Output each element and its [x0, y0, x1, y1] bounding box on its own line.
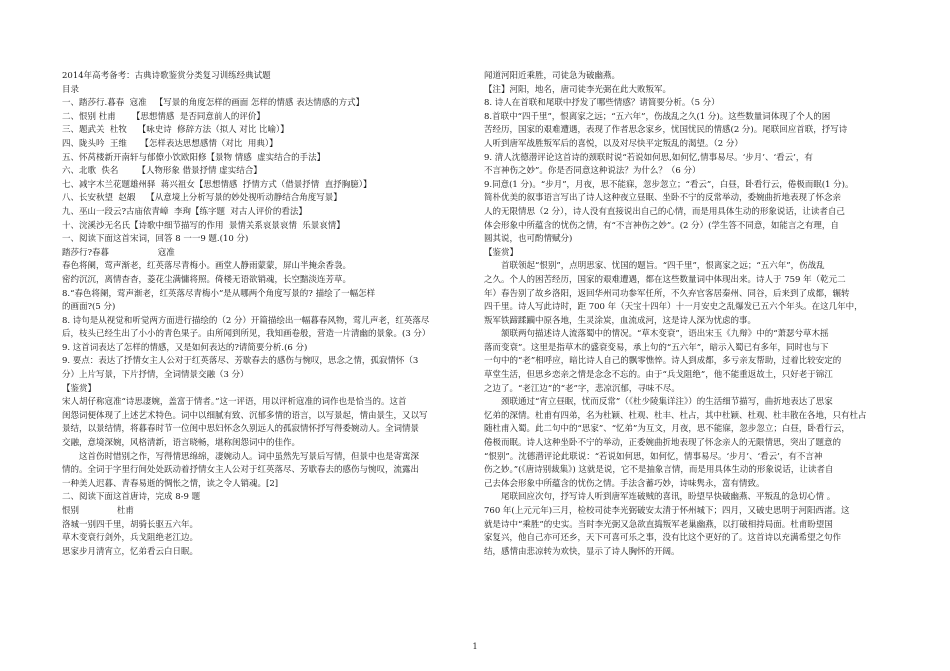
- text-line: 草木变衰行剑外，兵戈阻绝老江边。: [62, 533, 199, 544]
- text-line: 颔联两句描述诗人流落蜀中的情况。“草木变衰”，语出宋玉《九辩》中的“萧瑟兮草木摇: [501, 329, 829, 340]
- text-line: 五、怀莴楼新开南轩与郁僚小饮欧阳修【景物 情感 虚实结合的手法】: [62, 152, 326, 163]
- text-line: 体会形象中所蕴含的忧伤之情，有“不言神伤之妙”。(2 分）(学生答不同意，如能言之有理，自: [484, 220, 839, 231]
- text-line: 景结，以景结情，将暮春时节一位闺中思妇怀念久别远人的孤寂情怀抒写得委婉动人。全词情景: [62, 424, 420, 435]
- text-line: 四、陇头吟 王维 【怎样表达思想感情（对比 用典）】: [62, 138, 278, 149]
- text-line: 后，枝头已经生出了小小的青色果子。由所闻到所见，我知画卷般，营造一片清幽的景象。(3 分）: [62, 329, 431, 340]
- text-line: 之边了。“老江边”的“老”字，悲凉沉郁，寻味不尽。: [484, 383, 680, 394]
- text-line: 结，感情由悲凉转为欢快，显示了诗人胸怀的开阔。: [484, 546, 680, 557]
- text-line: 这首伤时惜别之作，写得情思绵绵，凄婉动人。词中虽然先写景后写情，但景中也是寄寓深: [79, 451, 420, 462]
- text-line: “恨别”。沈德潜评论此联说：“若说如何思，如何忆，情事易尽。‘步月’、‘看云’，有不言神: [484, 451, 823, 462]
- text-line: 一、踏莎行.暮春 寇准 【写景的角度怎样的画面 怎样的情感 表达情感的方式】: [62, 98, 365, 109]
- text-line: 叛军铁蹄蹂躏中原各地，生灵涂炭，血流成河，这是诗人深为忧虑的事。: [484, 315, 757, 326]
- text-line: 【注】河阳，地名，唐司徒李光弼在此大败叛军。: [484, 84, 672, 95]
- text-line: 分）上片写景，下片抒情，全词情景交融（3 分）: [62, 370, 249, 381]
- text-line: 洛城一别四千里，胡骑长驱五六年。: [62, 519, 199, 530]
- text-line: 8. 诗人在首联和尾联中抒发了哪些情感？请简要分析。（5 分）: [484, 98, 720, 109]
- text-line: 己去体会形象中所蕴含的忧伤之情。手法含蓄巧妙，诗味隽永，富有情致。: [484, 478, 765, 489]
- text-line: 伤之妙。”(《唐诗别裁集》) 这就是说，它不是抽象言情，而是用具体生动的形象说话，让读者自: [484, 465, 834, 476]
- text-line: 9. 要点：表达了抒情女主人公对于红英落尽、芳歇春去的感伤与惋叹，思念之情，孤寂情怀（3: [62, 356, 419, 367]
- text-line: 一、阅读下面这首宋词，回答 8 一一9 题.(10 分): [62, 234, 249, 245]
- text-line: 目录: [62, 84, 80, 95]
- text-line: 就是诗中“乘胜”的史实。当时李光弼又急欲直捣叛军老巢幽燕，以打破相持局面。杜甫盼望国: [484, 519, 833, 530]
- page-number: 1: [472, 642, 478, 651]
- text-line: 落而变衰”。这里是指草木的盛衰变易，承上句的“五六年”，暗示入蜀已有多年，同时也与下: [484, 342, 829, 353]
- text-line: 9. 这首词表达了怎样的情感，又是如何表达的?请简要分析.(6 分): [62, 342, 308, 353]
- text-line: 十、浣溪沙无名氏【诗歌中细节描写的作用 景情关系哀景哀情 乐景哀情】: [62, 220, 345, 231]
- text-line: 七、减字木兰花题雄州驿 蒋兴祖女【思想情感 抒情方式（借景抒情 直抒胸臆）】: [62, 179, 372, 190]
- text-line: 交融，意境深婉，风格清新，语言晓畅，堪称闺怨词中的佳作。: [62, 438, 301, 449]
- text-line: 宋人胡仔称寇准“诗思凄婉，盖富于情者。”这一评语，用以评析寇准的词作也是恰当的。这首: [62, 397, 407, 408]
- text-line: 思家步月清宵立，忆弟看云白日眠。: [62, 546, 199, 557]
- text-line: 之久。个人的困苦经历，国家的艰难遭遇，都在这些数量词中体现出来。诗人于 759 年（乾元二: [484, 274, 846, 285]
- text-line: 踏莎行?春暮 寇准: [62, 247, 175, 258]
- text-line: 随杜甫入蜀。此二句中的“思家”、“忆弟”为互文，月夜，思不能寐，忽步忽立；白昼，卧看行云，: [484, 424, 850, 435]
- text-line: 八、长安秋望 赵嘏 【从意境上分析写景的妙处视听动静结合角度写景】: [62, 193, 342, 204]
- text-line: 倦极而眠。诗人这种坐卧不宁的举动，正委婉曲折地表现了怀念亲人的无限情思，突出了题意的: [484, 438, 842, 449]
- text-line: 2014年高考备考：古典诗歌鉴赏分类复习训练经典试题: [62, 71, 271, 81]
- text-line: 九、巫山一段云?古庙依青嶂 李珣【练字题 对古人评价的看法】: [62, 206, 307, 217]
- text-line: 草堂生活，但思乡恋亲之情是念念不忘的。由于“兵戈阻绝”，他不能重返故土，只好老于锦江: [484, 370, 833, 381]
- text-line: 年）春告别了故乡洛阳，返回华州司功参军任所，不久弃官客居秦州、同谷，后来到了成都，辗转: [484, 288, 850, 299]
- text-line: 【鉴赏】: [62, 383, 97, 394]
- text-line: 一种美人迟暮、青春易逝的惆怅之情，读之令人销魂。[2]: [62, 478, 279, 489]
- text-line: 四千里。诗人写此诗时，距 700 年（天宝十四年）十一月安史之乱爆发已五六个年头。在这几年中，: [484, 302, 863, 313]
- text-line: 密约沉沉，离情杳杳，菱花尘满慵将照。倚楼无语欲销魂，长空黯淡连芳草。: [62, 274, 352, 285]
- text-line: 三、题武关 杜牧 【咏史诗 修辞方法（拟人 对比 比喻）】: [62, 125, 289, 136]
- text-line: 苦经历，国家的艰难遭遇，表现了作者思念家乡，忧国忧民的情感(2 分)。尾联回应首联，抒写诗: [484, 125, 848, 136]
- text-line: 8.首联中“四千里”，恨离家之远；“五六年”，伤战乱之久(1 分)。这些数量词体现了个人的困: [484, 111, 831, 122]
- text-line: 春色将阑，莺声渐老，红英落尽青梅小。画堂人静雨蒙蒙，屏山半掩余香袅。: [62, 261, 352, 272]
- text-line: 情的。全词于字里行间处处跃动着抒情女主人公对于红英落尽、芳歇春去的感伤与惋叹，流露出: [62, 465, 420, 476]
- text-line: 颈联通过“宵立昼眠，忧而反常”（《杜少陵集详注》）的生活细节描写，曲折地表达了思家: [501, 397, 833, 408]
- text-line: 二、恨别 杜甫 【思想情感 是否同意前人的评价】: [62, 111, 265, 122]
- text-line: 760 年(上元元年)三月，检校司徒李光弼破安太清于怀州城下；四月，又破史思明于河阳西渚。这: [484, 506, 850, 516]
- text-line: 【鉴赏】: [484, 247, 519, 258]
- text-line: 人的无限情思（2 分），诗人没有直接说出自己的心情，而是用具体生动的形象说话，让读者自己: [484, 206, 845, 217]
- text-line: 忆弟的深情。杜甫有四弟，名为杜颖、杜观、杜丰、杜占，其中杜颖、杜观、杜丰散在各地，只有杜占: [484, 410, 867, 421]
- text-line: 圆其说，也可酌情赋分): [484, 234, 573, 245]
- text-line: 闺怨词便体现了上述艺术特色。词中以细腻有致、沉郁多情的语言，以写景起，情由景生，又以写: [62, 410, 428, 421]
- text-line: 不言神伤之妙”。你是否同意这种说法？为什么？（6 分）: [484, 166, 701, 177]
- text-line: 一句中的“老”相呼应，暗比诗人自己的飘零憔悴。诗人到成都，多亏亲友帮助，过着比较安定的: [484, 356, 842, 367]
- text-line: 首联领起“恨别”，点明思家、忧国的题旨。“四千里”，恨离家之远；“五六年”，伤战乱: [501, 261, 825, 272]
- text-line: 六、北歌 佚名 【人物形象 借景抒情 虚实结合】: [62, 166, 262, 177]
- text-line: 恨别 杜甫: [62, 506, 134, 516]
- left-column: [62, 70, 460, 559]
- text-line: 的画面?(5 分): [62, 302, 116, 313]
- text-line: 9. 清人沈德潜评论这首诗的颈联时说“若说如何思,如何忆,情事易尽。‘步月’、‘看云’，有: [484, 152, 813, 163]
- text-line: 简朴优美的叙事语言写出了诗人这种夜立昼眠、坐卧不宁的反常举动，委婉曲折地表现了怀念亲: [484, 193, 842, 204]
- right-column: [484, 70, 898, 559]
- text-line: 8. 诗句是从视觉和听觉两方面进行描绘的（2 分）开篇描绘出一幅暮春风物，莺儿声老，红英落尽: [62, 315, 430, 326]
- text-line: 闻道河阳近乘胜，司徒急为破幽燕。: [484, 71, 621, 81]
- text-line: 二、阅读下面这首唐诗，完成 8-9 题: [62, 492, 201, 503]
- text-line: 8.“春色将阑，莺声渐老，红英落尽青梅小”是从哪两个角度写景的? 描绘了一幅怎样: [62, 288, 376, 299]
- text-line: 尾联回应次句，抒写诗人听到唐军连破贼的喜讯，盼望早快破幽燕、平叛乱的急切心情 。: [501, 492, 836, 503]
- text-line: 9.同意(1 分)。“步月”，月夜，思不能寐，忽步忽立；“看云”，白昼，卧看行云，倦极而眠(1 分)。: [484, 179, 854, 190]
- text-line: 家复兴，他自己亦可还乡，天下可喜可乐之事，没有比这个更好的了。这首诗以充满希望之句作: [484, 533, 842, 544]
- text-line: 人听到唐军战胜叛军后的喜悦，以及对尽快平定叛乱的渴望。（2 分）: [484, 138, 743, 149]
